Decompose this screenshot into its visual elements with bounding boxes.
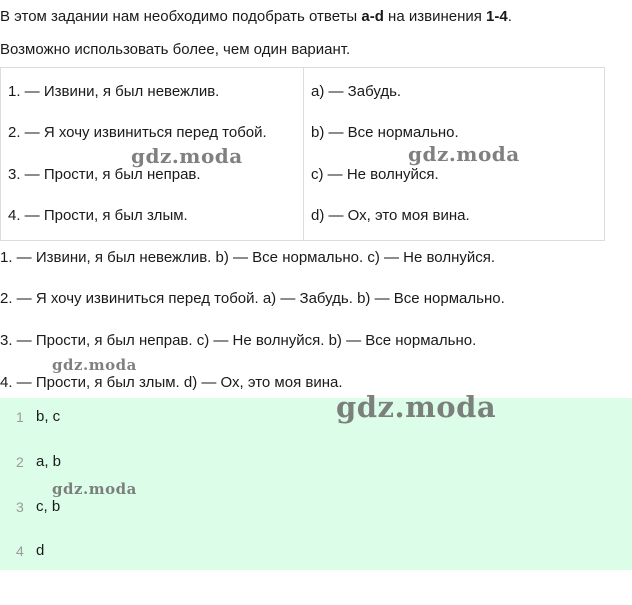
watermark: gdz.moda [408, 142, 520, 166]
watermark: gdz.moda [52, 356, 137, 374]
answer-row [0, 540, 632, 562]
task-text-pre: В этом задании нам необходимо подобрать ответы [0, 8, 362, 25]
table-cell-apology-1: 1. — Извини, я был невежлив. [8, 83, 220, 100]
table-cell-response-a: а) — Забудь. [311, 83, 402, 100]
answer-value: b, c [36, 408, 61, 425]
answer-row [0, 451, 632, 473]
answer-number: 4 [16, 543, 24, 559]
watermark: gdz.moda [52, 480, 137, 498]
answer-number: 3 [16, 499, 24, 515]
table-cell-apology-3: 3. — Прости, я был неправ. [8, 166, 201, 183]
answer-value: d [36, 542, 45, 559]
answer-value: a, b [36, 453, 62, 470]
answer-line: 2. — Я хочу извиниться перед тобой. а) — Забудь. b) — Все нормально. [0, 290, 505, 307]
task-range-apologies: 1-4 [486, 8, 508, 25]
table-divider [303, 68, 304, 240]
answer-line: 4. — Прости, я был злым. d) — Ох, это моя вина. [0, 374, 343, 391]
table-cell-apology-2: 2. — Я хочу извиниться перед тобой. [8, 124, 267, 141]
table-cell-response-d: d) — Ох, это моя вина. [311, 207, 470, 224]
answer-line: 1. — Извини, я был невежлив. b) — Все нормально. с) — Не волнуйся. [0, 249, 496, 266]
task-text-mid: на извинения [383, 8, 487, 25]
task-line-1 [0, 7, 512, 27]
answer-row [0, 406, 632, 428]
task-text-post: . [507, 8, 512, 25]
answer-number: 2 [16, 454, 24, 470]
answer-line: 3. — Прости, я был неправ. с) — Не волнуйся. b) — Все нормально. [0, 332, 477, 349]
watermark: gdz.moda [131, 144, 243, 168]
answer-row [0, 496, 632, 518]
task-line-2: Возможно использовать более, чем один вариант. [0, 41, 351, 58]
task-range-answers: a-d [361, 8, 384, 25]
watermark: gdz.moda [336, 390, 497, 424]
table-cell-response-b: b) — Все нормально. [311, 124, 459, 141]
table-cell-response-c: с) — Не волнуйся. [311, 166, 439, 183]
answer-number: 1 [16, 409, 24, 425]
answer-value: c, b [36, 498, 61, 515]
table-cell-apology-4: 4. — Прости, я был злым. [8, 207, 188, 224]
